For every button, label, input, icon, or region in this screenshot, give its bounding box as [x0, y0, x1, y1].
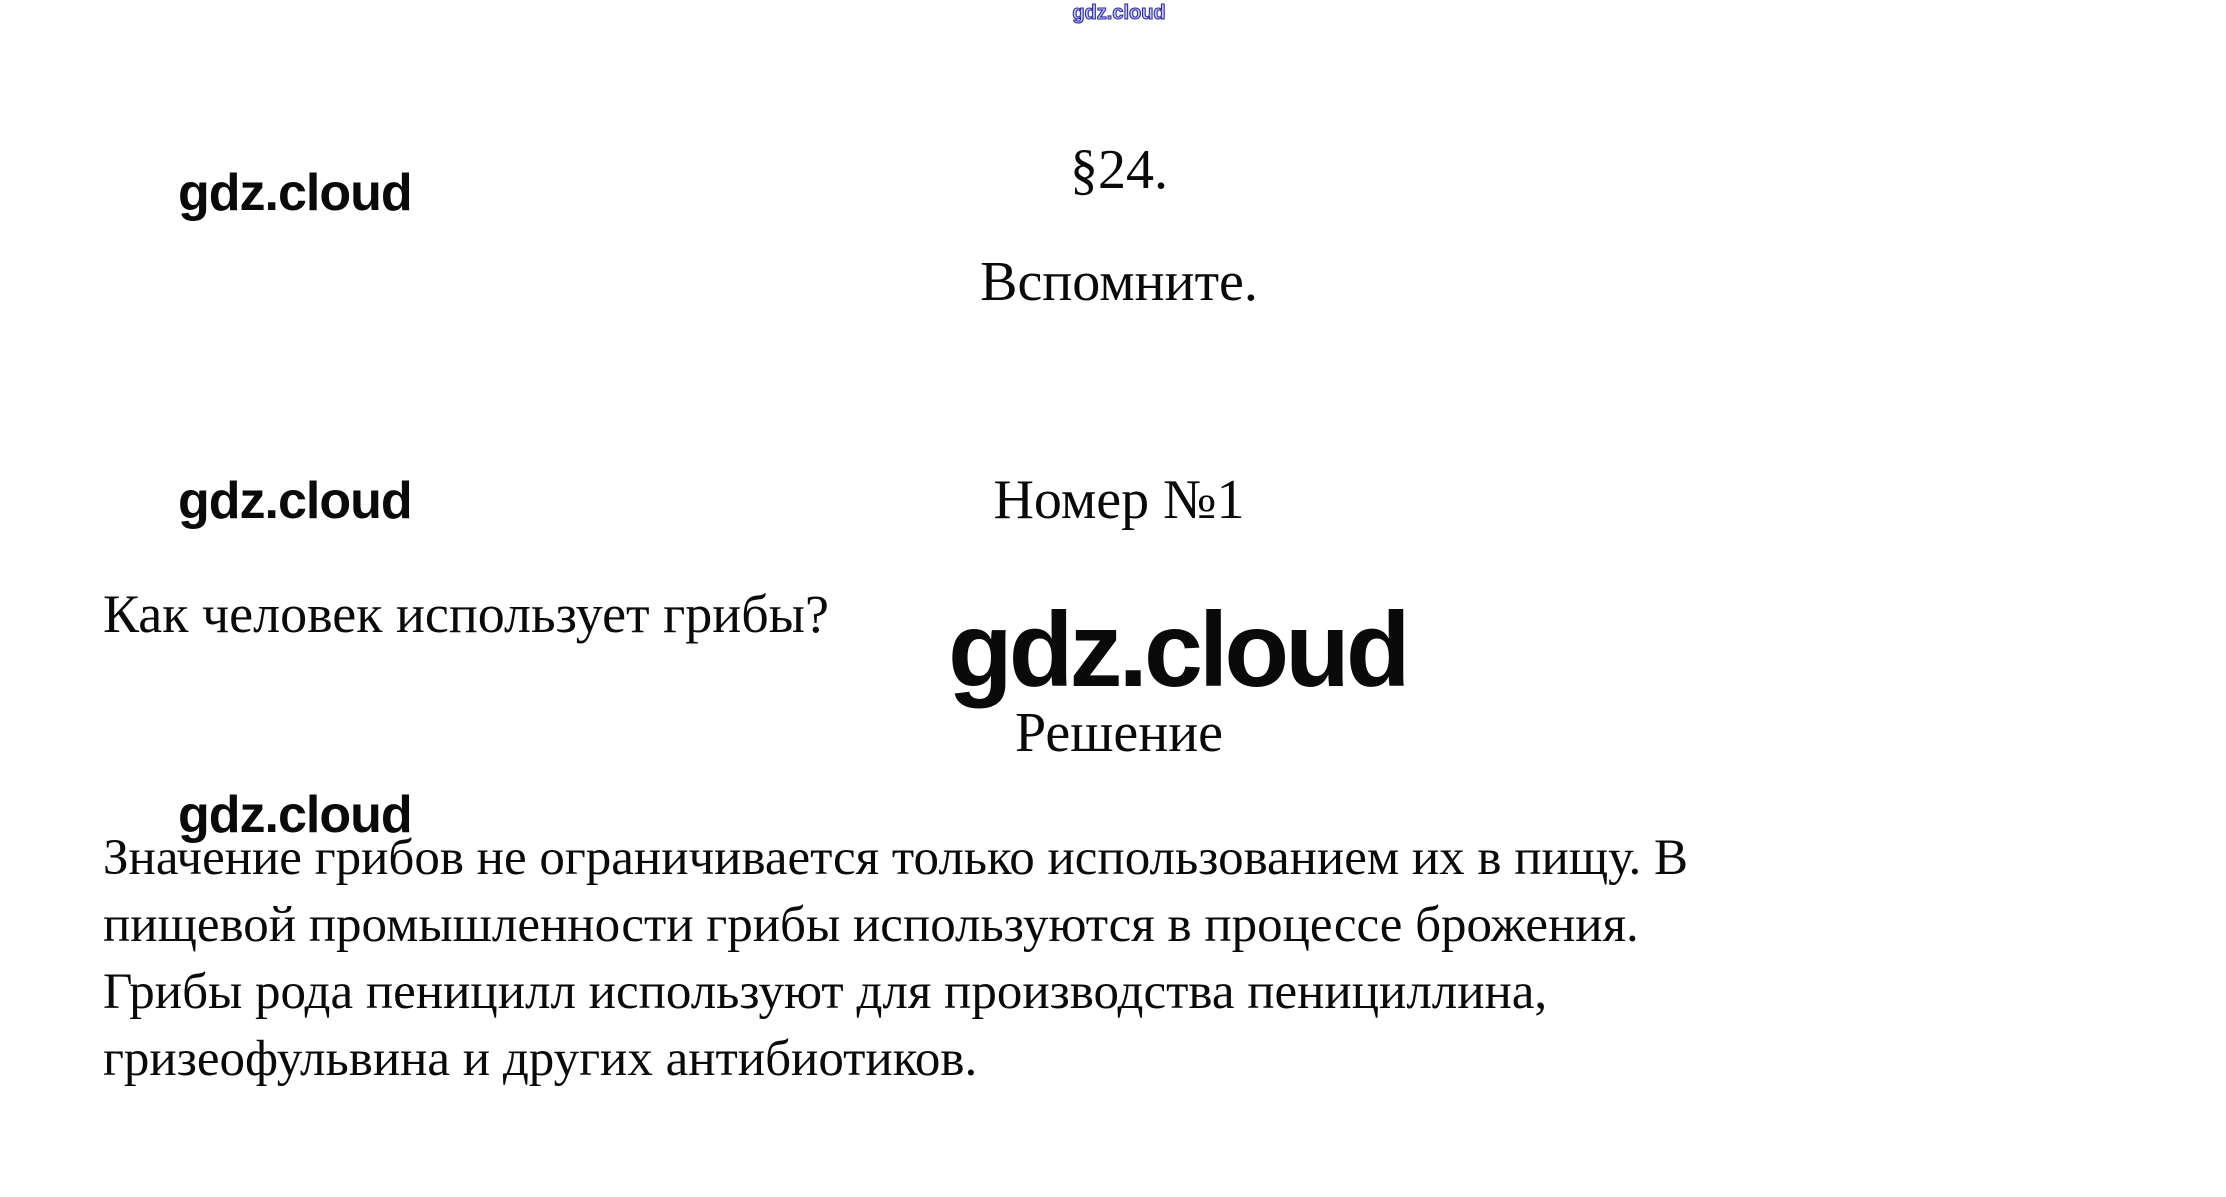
solution-line: пищевой промышленности грибы используются в процессе брожения.	[103, 897, 1639, 953]
solution-line: Значение грибов не ограничивается только использованием их в пищу. В	[103, 830, 1689, 886]
solution-line: гризеофульвина и других антибиотиков.	[103, 1031, 978, 1087]
question-text: Как человек использует грибы?	[103, 584, 829, 644]
solution-paragraph	[103, 825, 2003, 1093]
recall-heading: Вспомните.	[980, 251, 1258, 313]
site-watermark-left-2: gdz.cloud	[178, 472, 412, 530]
site-watermark-big: gdz.cloud	[948, 591, 1407, 709]
solution-line: Грибы рода пеницилл используют для производства пенициллина,	[103, 964, 1548, 1020]
site-watermark-left-1: gdz.cloud	[178, 164, 412, 222]
task-heading: Номер №1	[993, 469, 1245, 531]
paragraph-number: §24.	[1070, 139, 1168, 201]
solution-heading: Решение	[1014, 702, 1224, 764]
site-watermark-left-3: gdz.cloud	[178, 786, 412, 844]
site-watermark-top: gdz.cloud	[1072, 2, 1166, 24]
